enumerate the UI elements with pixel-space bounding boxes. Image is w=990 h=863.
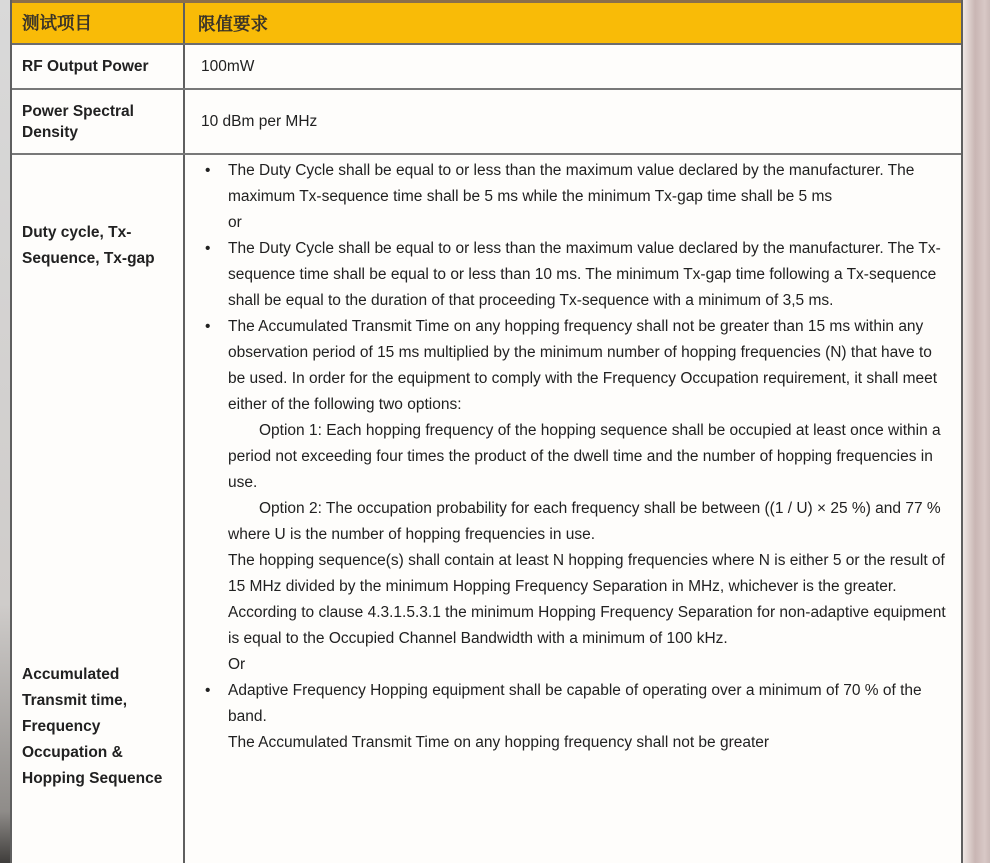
paragraph-hopping-sequence: The hopping sequence(s) shall contain at least N hopping frequencies where N is either 5 or the result of 15 MHz divided by the minimum Hopping Frequency Separation in MHz, whichever is the greater. According to clause 4.3.1.5.3.1 the minimum Hopping Frequency Separation for non-adaptive equipment is equal to the Occupied Channel Bandwidth with a minimum of 100 kHz. bbox=[228, 552, 946, 647]
bullet-icon: • bbox=[205, 682, 211, 699]
table-header-row bbox=[12, 0, 961, 45]
page-left-margin bbox=[0, 0, 10, 863]
page-right-margin bbox=[963, 0, 990, 863]
text-or-separator: or bbox=[228, 214, 242, 231]
bullet-accumulated-transmit-time: • The Accumulated Transmit Time on any hopping frequency shall not be greater than 15 ms within any observation period of 15 ms multiplied by the minimum number of hopping frequencies (N) that have to be used. In order for the equipment to comply with the Frequency Occupation requirement, it shall meet either of the following two options: bbox=[201, 314, 949, 418]
row-label-accumulated-transmit: Accumulated Transmit time, Frequency Occupation & Hopping Sequence bbox=[22, 666, 163, 787]
text-or-separator-2: Or bbox=[228, 656, 246, 673]
bullet-adaptive-frequency-hopping: • Adaptive Frequency Hopping equipment shall be capable of operating over a minimum of 70 % of the band. bbox=[201, 678, 949, 730]
row-labels-column bbox=[12, 155, 185, 863]
bullet-icon: • bbox=[205, 240, 211, 257]
row-value-rf-output-power: 100mW bbox=[201, 57, 255, 75]
row-label-rf-output-power: RF Output Power bbox=[12, 45, 185, 88]
table-row-duty-and-hopping bbox=[12, 155, 961, 863]
header-cell-limit-requirement: 限值要求 bbox=[198, 13, 268, 34]
row-label-power-spectral-density: Power Spectral Density bbox=[12, 90, 185, 153]
bullet-icon: • bbox=[205, 162, 211, 179]
paragraph-option-1: Option 1: Each hopping frequency of the hopping sequence shall be occupied at least once within a period not exceeding four times the product of the dwell time and the number of hopping frequencies in use. bbox=[228, 422, 941, 491]
row-requirements-column bbox=[185, 155, 961, 863]
header-cell-test-item: 测试项目 bbox=[12, 3, 185, 43]
bullet-duty-cycle-option-a: • The Duty Cycle shall be equal to or less than the maximum value declared by the manufacturer. The maximum Tx-sequence time shall be 5 ms while the minimum Tx-gap time shall be 5 ms bbox=[201, 158, 949, 210]
paragraph-accumulated-continuation: The Accumulated Transmit Time on any hopping frequency shall not be greater bbox=[228, 734, 770, 751]
bullet-duty-cycle-option-b: • The Duty Cycle shall be equal to or less than the maximum value declared by the manufacturer. The Tx-sequence time shall be equal to or less than 10 ms. The minimum Tx-gap time following a Tx-sequence shall be equal to the duration of that proceeding Tx-sequence with a minimum of 3,5 ms. bbox=[201, 236, 949, 314]
table-row-rf-output-power bbox=[12, 45, 961, 90]
row-label-duty-cycle: Duty cycle, Tx-Sequence, Tx-gap bbox=[22, 224, 155, 267]
bullet-icon: • bbox=[205, 318, 211, 335]
paragraph-option-2: Option 2: The occupation probability for each frequency shall be between ((1 / U) × 25 %) and 77 % where U is the number of hopping frequencies in use. bbox=[228, 500, 941, 543]
row-value-power-spectral-density: 10 dBm per MHz bbox=[201, 112, 318, 130]
table-row-power-spectral-density bbox=[12, 90, 961, 155]
limits-table bbox=[10, 0, 963, 863]
